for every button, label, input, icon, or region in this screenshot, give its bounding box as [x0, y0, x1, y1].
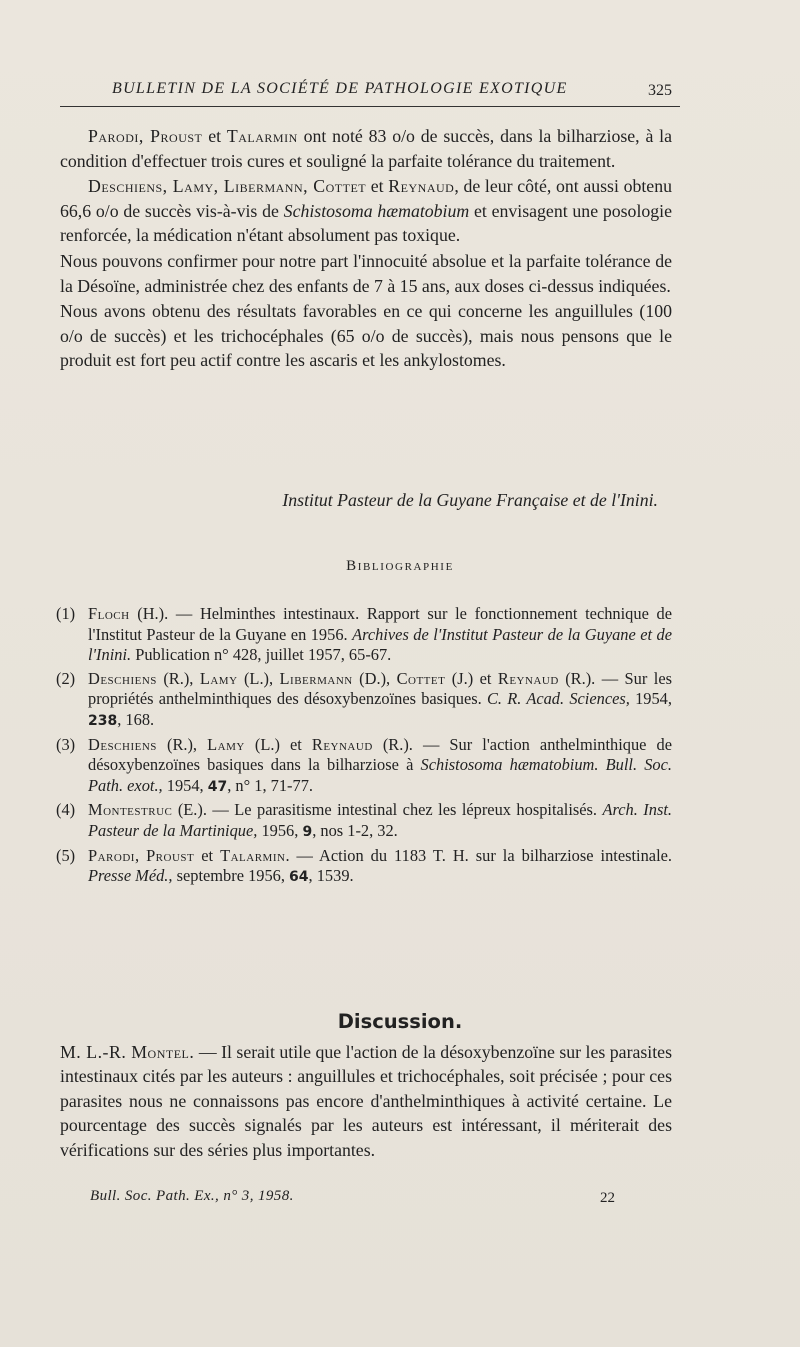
paragraph-text: ont noté 83 o/o de succès, dans la bilharziose, à la condition d'effectuer trois cures et souligné la parfaite tolérance du traitement.	[60, 126, 672, 171]
paragraph-1	[60, 124, 672, 173]
reference-journal: Archives de l'Institut Pasteur de la Guyane et de l'Inini.	[88, 624, 673, 665]
paragraph-3	[60, 249, 672, 298]
reference-volume: 9	[302, 823, 313, 840]
reference-author: Talarmin	[220, 845, 286, 865]
article-body	[60, 124, 672, 373]
discussion-text: — Il serait utile que l'action de la désoxybenzoïne sur les parasites intestinaux cités par les auteurs : anguillules et trichocéphales, soit précisée ; pour ces parasites nous ne connaissons pas encore d'anthelminthiques à activité certaine. Le pourcentage des succès signalés par les auteurs est intéressant, il mériterait des vérifications sur des séries plus importantes.	[60, 1042, 672, 1160]
paragraph-text: Nous pouvons confirmer pour notre part l'innocuité absolue et la parfaite tolérance de la Désoïne, administrée chez des enfants de 7 à 15 ans, aux doses ci-dessus indiquées.	[60, 250, 672, 296]
reference-author: Floch	[88, 604, 130, 623]
reference-journal: Arch. Inst. Pasteur de la Martinique,	[88, 800, 672, 840]
reference-volume: 47	[207, 778, 228, 795]
reference-text: et	[194, 845, 221, 865]
reference-text: (R.),	[156, 668, 200, 688]
reference-number: (2)	[56, 668, 76, 688]
reference-text: , 1539.	[308, 866, 354, 886]
reference-text: (R.). — Sur l'action anthelminthique de désoxybenzoïnes basiques dans la bilharziose à	[88, 734, 672, 775]
reference-item	[56, 845, 672, 888]
author-name: Talarmin	[226, 126, 298, 146]
reference-text: , nos 1-2, 32.	[312, 820, 398, 840]
reference-author: Deschiens	[88, 668, 157, 688]
reference-number: (1)	[56, 604, 76, 623]
reference-text: 1954,	[162, 775, 208, 795]
reference-journal: Schistosoma hæmatobium. Bull. Soc. Path. exot.,	[88, 755, 672, 795]
reference-author: Reynaud	[311, 734, 373, 754]
reference-text: (L.) et	[244, 734, 312, 754]
reference-author: Proust	[146, 845, 195, 865]
paragraph-text: Nous avons obtenu des résultats favorables en ce qui concerne les anguillules (100 o/o de succès) et les trichocéphales (65 o/o de succès), mais nous pensons que le produit est fort peu actif contre les ascaris et les ankylostomes.	[60, 301, 672, 371]
reference-author: Libermann	[279, 668, 353, 688]
conjunction: et	[366, 176, 389, 197]
reference-text: (D.),	[352, 668, 397, 688]
reference-text: (R.). — Sur les propriétés anthelminthiques des désoxybenzoïnes basiques.	[88, 668, 672, 709]
reference-text: 1956,	[257, 820, 303, 840]
reference-text: Publication n° 428, juillet 1957, 65-67.	[131, 645, 392, 665]
author-names: Parodi, Proust	[88, 126, 203, 146]
reference-list	[56, 604, 673, 891]
paragraph-text: et envisagent une posologie renforcée, la médication n'étant absolument pas toxique.	[60, 200, 673, 246]
signature-mark: 22	[600, 1190, 615, 1206]
reference-number: (3)	[56, 734, 76, 754]
reference-volume: 64	[289, 869, 309, 886]
reference-journal: C. R. Acad. Sciences,	[487, 689, 630, 709]
species-name: Schistosoma hæmatobium	[283, 200, 470, 221]
paragraph-2	[60, 174, 672, 248]
reference-journal: Presse Méd.,	[88, 866, 173, 886]
reference-text: (E.). — Le parasitisme intestinal chez les lépreux hospitalisés.	[172, 800, 603, 820]
reference-text: . — Action du 1183 T. H. sur la bilharziose intestinale.	[285, 845, 672, 865]
reference-text: 1954,	[629, 689, 672, 709]
reference-number: (5)	[56, 845, 76, 865]
reference-item	[56, 800, 672, 842]
reference-item	[56, 668, 672, 732]
reference-volume: 238	[88, 712, 118, 729]
running-head	[60, 80, 680, 107]
institution-signature: Institut Pasteur de la Guyane Française et de l'Inini.	[282, 490, 658, 510]
discussion-author: M. L.-R. Montel.	[60, 1042, 195, 1062]
reference-author: Parodi	[88, 845, 135, 865]
author-names: Deschiens, Lamy, Libermann, Cottet	[88, 176, 367, 197]
reference-text: (L.),	[237, 668, 280, 688]
paragraph-text: , de leur côté, ont aussi obtenu 66,6 o/o de succès vis-à-vis de	[60, 176, 672, 221]
reference-author: Reynaud	[497, 668, 559, 688]
reference-author: Lamy	[207, 734, 245, 754]
reference-text: (R.),	[156, 734, 208, 754]
conjunction: et	[202, 126, 227, 146]
reference-author: Deschiens	[88, 734, 157, 754]
running-title: BULLETIN DE LA SOCIÉTÉ DE PATHOLOGIE EXOTIQUE	[112, 80, 568, 97]
reference-author: Lamy	[199, 668, 238, 688]
reference-text: septembre 1956,	[172, 866, 290, 886]
reference-item	[56, 604, 673, 666]
page-number: 325	[648, 82, 672, 99]
reference-number: (4)	[56, 800, 76, 820]
discussion-heading: Discussion.	[337, 1010, 463, 1033]
reference-text: ,	[134, 845, 147, 865]
reference-item	[56, 734, 672, 798]
reference-author: Montestruc	[88, 800, 173, 820]
paragraph-4	[60, 299, 672, 373]
reference-text: (J.) et	[445, 668, 498, 688]
footer-citation: Bull. Soc. Path. Ex., n° 3, 1958.	[90, 1188, 294, 1204]
reference-text: (H.). — Helminthes intestinaux. Rapport sur le fonctionnement technique de l'Institut Pasteur de la Guyane en 1956.	[88, 604, 672, 644]
discussion-paragraph	[60, 1040, 672, 1162]
reference-text: , 168.	[117, 709, 155, 729]
bibliography-heading: Bibliographie	[346, 558, 454, 574]
author-name: Reynaud	[388, 176, 455, 197]
reference-text: , n° 1, 71-77.	[227, 775, 313, 795]
reference-author: Cottet	[396, 668, 446, 688]
